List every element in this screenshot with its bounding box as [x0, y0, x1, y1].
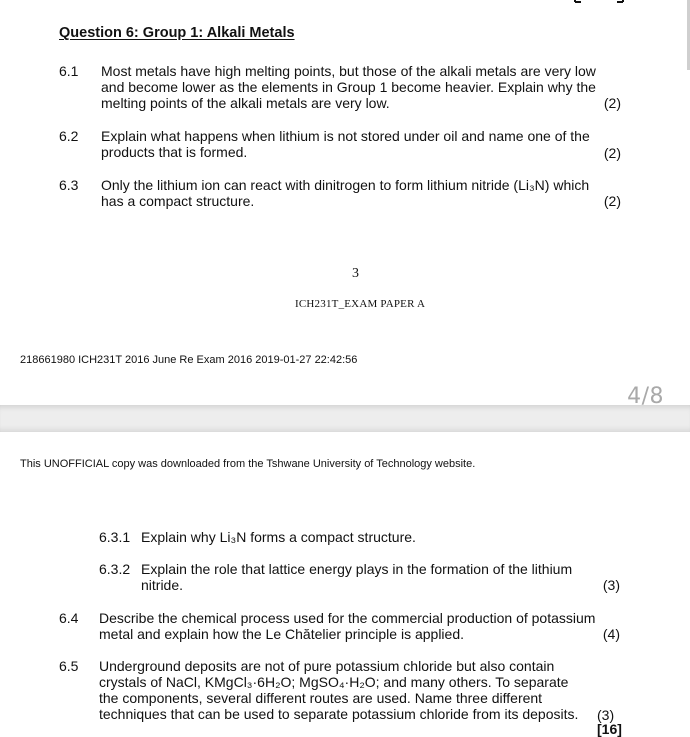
text-line: and become lower as the elements in Group 1 become heavier. Explain why the — [101, 79, 596, 95]
text-line: has a compact structure. — [101, 193, 255, 209]
marks-6-3: (2) — [603, 193, 621, 209]
text-line: products that is formed. — [101, 144, 248, 160]
marks-6-2: (2) — [603, 145, 621, 161]
text-line: Explain the role that lattice energy plays in the formation of the lithium — [141, 561, 573, 577]
marks-6-1: (2) — [603, 95, 621, 111]
paper-code: ICH231T_EXAM PAPER A — [295, 298, 426, 310]
question-text — [101, 128, 590, 160]
download-metadata: 218661980 ICH231T 2016 June Re Exam 2016 2019-01-27 22:42:56 — [20, 354, 358, 366]
question-total: [16] — [597, 721, 622, 737]
page-number: 3 — [352, 266, 359, 281]
marks-6-3-2: (3) — [602, 577, 620, 593]
question-number: 6.5 — [59, 658, 79, 674]
marks-6-4: (4) — [602, 626, 620, 642]
previous-page-marks-fragment — [572, 0, 626, 4]
text-line: Explain why Li₃N forms a compact structure. — [141, 529, 416, 545]
question-text — [99, 610, 595, 642]
text-line: Underground deposits are not of pure potassium chloride but also contain — [99, 658, 555, 674]
question-text — [99, 658, 578, 722]
text-line: Explain what happens when lithium is not stored under oil and name one of the — [101, 128, 590, 144]
question-text — [141, 561, 572, 593]
question-text — [101, 177, 589, 209]
question-number: 6.1 — [59, 63, 79, 79]
question-number: 6.4 — [59, 610, 79, 626]
text-line: Most metals have high melting points, but those of the alkali metals are very low — [101, 63, 596, 79]
text-line: crystals of NaCl, KMgCl₃·6H₂O; MgSO₄·H₂O; and many others. To separate — [99, 674, 569, 690]
question-number: 6.3 — [59, 177, 79, 193]
text-line: techniques that can be used to separate potassium chloride from its deposits. — [99, 706, 579, 722]
question-number: 6.2 — [59, 128, 79, 144]
question-title: Question 6: Group 1: Alkali Metals — [59, 25, 295, 41]
text-line: metal and explain how the Le Chătelier principle is applied. — [99, 626, 464, 642]
text-line: nitride. — [141, 577, 184, 593]
text-line: the components, several different routes are used. Name three different — [99, 690, 543, 706]
question-number: 6.3.2 — [99, 561, 131, 577]
page-counter: 4/8 — [627, 384, 664, 409]
question-text — [141, 529, 416, 545]
text-line: Only the lithium ion can react with dinitrogen to form lithium nitride (Li₃N) which — [101, 177, 590, 193]
question-number: 6.3.1 — [99, 529, 131, 545]
page-separator — [0, 405, 690, 432]
question-text — [101, 63, 596, 111]
unofficial-copy-notice: This UNOFFICIAL copy was downloaded from the Tshwane University of Technology website. — [20, 458, 476, 470]
text-line: Describe the chemical process used for the commercial production of potassium — [99, 610, 596, 626]
marks-6-5: (3) — [597, 707, 615, 723]
text-line: melting points of the alkali metals are very low. — [101, 95, 390, 111]
